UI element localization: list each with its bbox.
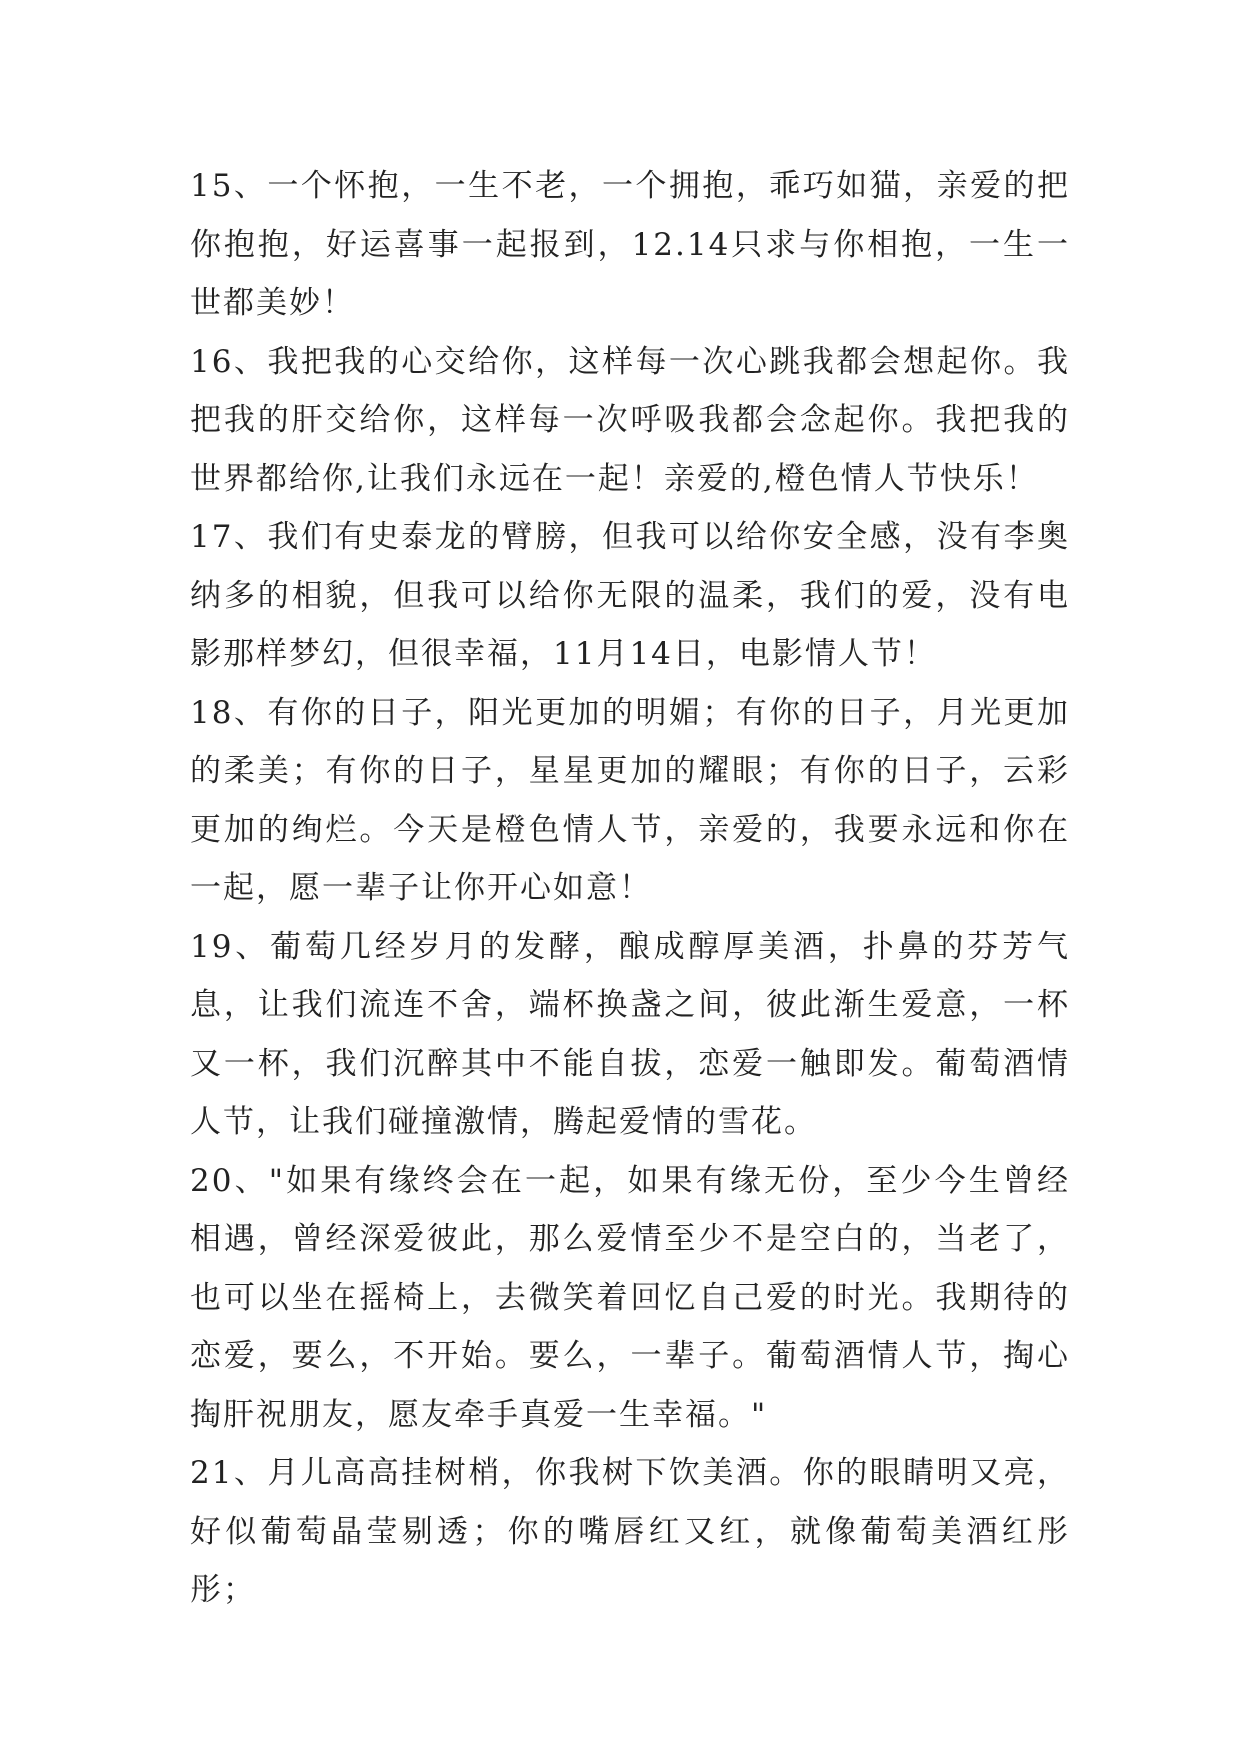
paragraph-18: 18、有你的日子，阳光更加的明媚；有你的日子，月光更加的柔美；有你的日子，星星更加的耀眼；有你的日子，云彩更加的绚烂。今天是橙色情人节，亲爱的，我要永远和你在一起，愿一辈子让你开心如意！ [190, 694, 1070, 906]
document-body [190, 157, 1070, 1620]
paragraph-16: 16、我把我的心交给你，这样每一次心跳我都会想起你。我把我的肝交给你，这样每一次呼吸我都会念起你。我把我的世界都给你,让我们永远在一起！亲爱的,橙色情人节快乐！ [190, 343, 1070, 497]
paragraph-21: 21、月儿高高挂树梢，你我树下饮美酒。你的眼睛明又亮，好似葡萄晶莹剔透；你的嘴唇红又红，就像葡萄美酒红彤彤； [190, 1455, 1070, 1608]
paragraph-15: 15、一个怀抱，一生不老，一个拥抱，乖巧如猫，亲爱的把你抱抱，好运喜事一起报到，12.14只求与你相抱，一生一世都美妙！ [190, 168, 1070, 321]
paragraph-19: 19、葡萄几经岁月的发酵，酿成醇厚美酒，扑鼻的芬芳气息，让我们流连不舍，端杯换盏之间，彼此渐生爱意，一杯又一杯，我们沉醉其中不能自拔，恋爱一触即发。葡萄酒情人节，让我们碰撞激情，腾起爱情的雪花。 [190, 928, 1070, 1140]
paragraph-17: 17、我们有史泰龙的臂膀，但我可以给你安全感，没有李奥纳多的相貌，但我可以给你无限的温柔，我们的爱，没有电影那样梦幻，但很幸福，11月14日，电影情人节！ [190, 519, 1070, 672]
paragraph-20: 20、"如果有缘终会在一起，如果有缘无份，至少今生曾经相遇，曾经深爱彼此，那么爱情至少不是空白的，当老了，也可以坐在摇椅上，去微笑着回忆自己爱的时光。我期待的恋爱，要么，不开始。要么，一辈子。葡萄酒情人节，掏心掏肝祝朋友，愿友牵手真爱一生幸福。" [190, 1162, 1070, 1433]
